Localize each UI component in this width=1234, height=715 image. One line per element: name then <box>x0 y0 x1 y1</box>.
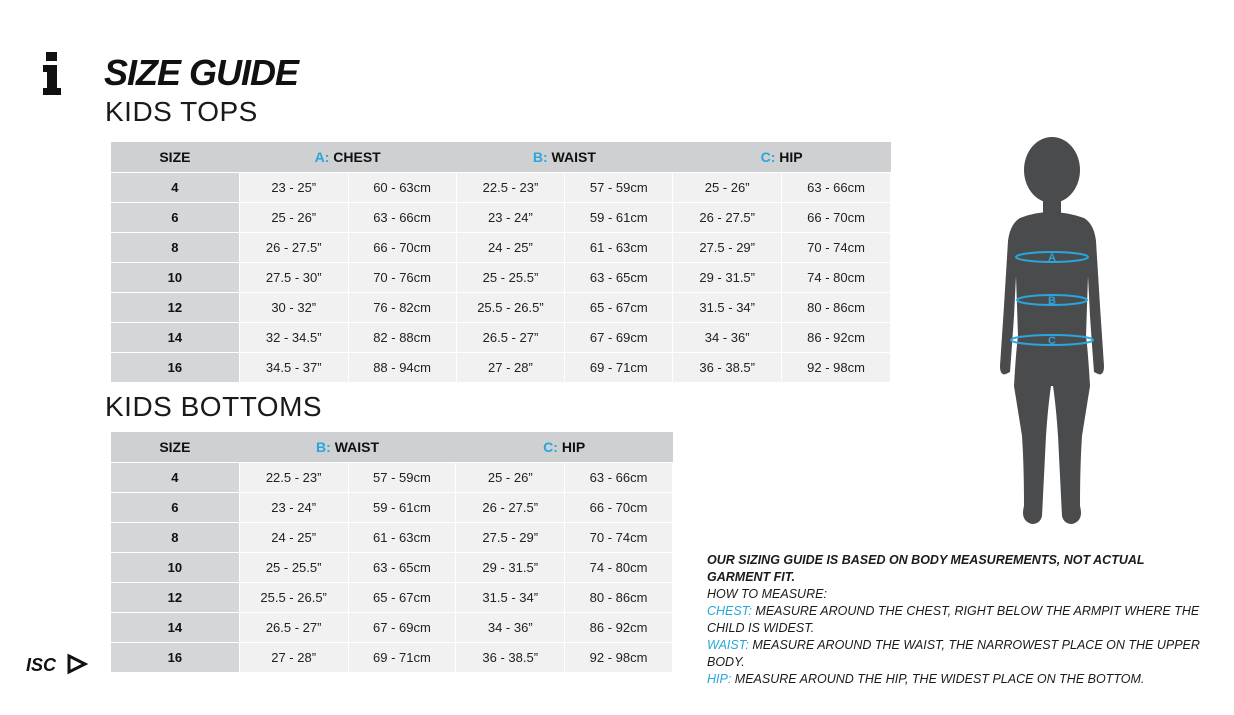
bottoms-value-cell: 80 - 86cm <box>565 583 673 613</box>
bottoms-value-cell: 61 - 63cm <box>348 523 456 553</box>
tops-size-cell: 6 <box>111 203 240 233</box>
tops-value-cell: 66 - 70cm <box>782 203 891 233</box>
bottoms-value-cell: 26.5 - 27” <box>239 613 348 643</box>
bottoms-value-cell: 27.5 - 29” <box>456 523 565 553</box>
bottoms-size-cell: 10 <box>111 553 240 583</box>
tops-value-cell: 76 - 82cm <box>348 293 456 323</box>
tops-value-cell: 59 - 61cm <box>565 203 673 233</box>
tops-section-title: KIDS TOPS <box>105 96 258 127</box>
tops-value-cell: 57 - 59cm <box>565 173 673 203</box>
body-measurement-figure <box>990 136 1110 531</box>
bottoms-value-cell: 31.5 - 34” <box>456 583 565 613</box>
notes-lead: OUR SIZING GUIDE IS BASED ON BODY MEASUREMENTS, NOT ACTUAL GARMENT FIT. <box>707 553 1145 584</box>
bottoms-value-cell: 27 - 28” <box>239 643 348 673</box>
bottoms-value-cell: 67 - 69cm <box>348 613 456 643</box>
tops-hip-header: C: HIP <box>673 142 891 173</box>
tops-value-cell: 60 - 63cm <box>348 173 456 203</box>
bottoms-value-cell: 24 - 25” <box>239 523 348 553</box>
bottoms-value-cell: 59 - 61cm <box>348 493 456 523</box>
tops-row <box>111 203 891 233</box>
tops-value-cell: 26 - 27.5” <box>673 203 782 233</box>
bottoms-size-cell: 14 <box>111 613 240 643</box>
bottoms-size-cell: 8 <box>111 523 240 553</box>
bottoms-value-cell: 34 - 36” <box>456 613 565 643</box>
bottoms-value-cell: 25 - 26” <box>456 463 565 493</box>
bottoms-value-cell: 26 - 27.5” <box>456 493 565 523</box>
tops-chest-header: A: CHEST <box>239 142 456 173</box>
bottoms-value-cell: 22.5 - 23” <box>239 463 348 493</box>
tops-row <box>111 323 891 353</box>
tops-size-cell: 8 <box>111 233 240 263</box>
bottoms-value-cell: 65 - 67cm <box>348 583 456 613</box>
notes-hip: HIP: MEASURE AROUND THE HIP, THE WIDEST PLACE ON THE BOTTOM. <box>707 672 1145 686</box>
isc-logo <box>26 652 90 678</box>
bottoms-size-cell: 12 <box>111 583 240 613</box>
tops-value-cell: 88 - 94cm <box>348 353 456 383</box>
tops-row <box>111 353 891 383</box>
tops-value-cell: 36 - 38.5” <box>673 353 782 383</box>
tops-value-cell: 92 - 98cm <box>782 353 891 383</box>
bottoms-row <box>111 493 673 523</box>
tops-value-cell: 32 - 34.5” <box>239 323 348 353</box>
measurement-notes <box>707 552 1207 688</box>
tops-value-cell: 25 - 26” <box>239 203 348 233</box>
tops-size-cell: 14 <box>111 323 240 353</box>
tops-row <box>111 233 891 263</box>
tops-value-cell: 23 - 24” <box>456 203 565 233</box>
info-icon <box>42 52 62 96</box>
label-c: C <box>1048 335 1056 347</box>
bottoms-value-cell: 57 - 59cm <box>348 463 456 493</box>
bottoms-value-cell: 66 - 70cm <box>565 493 673 523</box>
bottoms-size-cell: 6 <box>111 493 240 523</box>
tops-waist-header: B: WAIST <box>456 142 673 173</box>
tops-value-cell: 65 - 67cm <box>565 293 673 323</box>
bottoms-value-cell: 69 - 71cm <box>348 643 456 673</box>
tops-value-cell: 27.5 - 30” <box>239 263 348 293</box>
bottoms-value-cell: 63 - 65cm <box>348 553 456 583</box>
tops-value-cell: 82 - 88cm <box>348 323 456 353</box>
notes-how: HOW TO MEASURE: <box>707 587 827 601</box>
bottoms-value-cell: 92 - 98cm <box>565 643 673 673</box>
bottoms-row <box>111 553 673 583</box>
tops-value-cell: 25 - 25.5” <box>456 263 565 293</box>
page-title: SIZE GUIDE <box>104 52 299 93</box>
bottoms-value-cell: 63 - 66cm <box>565 463 673 493</box>
tops-value-cell: 61 - 63cm <box>565 233 673 263</box>
tops-value-cell: 34.5 - 37” <box>239 353 348 383</box>
tops-value-cell: 74 - 80cm <box>782 263 891 293</box>
svg-text:ISC: ISC <box>26 655 57 675</box>
notes-waist: WAIST: MEASURE AROUND THE WAIST, THE NARROWEST PLACE ON THE UPPER BODY. <box>707 638 1200 669</box>
tops-size-cell: 16 <box>111 353 240 383</box>
bottoms-row <box>111 643 673 673</box>
bottoms-row <box>111 463 673 493</box>
tops-value-cell: 34 - 36” <box>673 323 782 353</box>
notes-chest: CHEST: MEASURE AROUND THE CHEST, RIGHT BELOW THE ARMPIT WHERE THE CHILD IS WIDEST. <box>707 604 1200 635</box>
tops-value-cell: 29 - 31.5” <box>673 263 782 293</box>
bottoms-size-table <box>110 432 673 673</box>
bottoms-value-cell: 36 - 38.5” <box>456 643 565 673</box>
tops-value-cell: 31.5 - 34” <box>673 293 782 323</box>
bottoms-size-header: SIZE <box>111 432 240 463</box>
bottoms-row <box>111 583 673 613</box>
bottoms-header-row <box>111 432 673 463</box>
tops-row <box>111 263 891 293</box>
tops-size-header: SIZE <box>111 142 240 173</box>
tops-value-cell: 23 - 25” <box>239 173 348 203</box>
tops-value-cell: 63 - 66cm <box>348 203 456 233</box>
bottoms-value-cell: 70 - 74cm <box>565 523 673 553</box>
tops-header-row <box>111 142 891 173</box>
tops-value-cell: 63 - 66cm <box>782 173 891 203</box>
bottoms-value-cell: 23 - 24” <box>239 493 348 523</box>
bottoms-value-cell: 86 - 92cm <box>565 613 673 643</box>
tops-row <box>111 173 891 203</box>
tops-value-cell: 80 - 86cm <box>782 293 891 323</box>
label-b: B <box>1048 295 1056 307</box>
tops-value-cell: 25 - 26” <box>673 173 782 203</box>
bottoms-size-cell: 16 <box>111 643 240 673</box>
tops-value-cell: 70 - 74cm <box>782 233 891 263</box>
bottoms-row <box>111 613 673 643</box>
tops-value-cell: 25.5 - 26.5” <box>456 293 565 323</box>
tops-value-cell: 27.5 - 29” <box>673 233 782 263</box>
bottoms-size-cell: 4 <box>111 463 240 493</box>
bottoms-value-cell: 25.5 - 26.5” <box>239 583 348 613</box>
tops-size-table <box>110 142 891 383</box>
tops-size-cell: 12 <box>111 293 240 323</box>
bottoms-value-cell: 29 - 31.5” <box>456 553 565 583</box>
bottoms-section-title: KIDS BOTTOMS <box>105 391 323 422</box>
bottoms-value-cell: 25 - 25.5” <box>239 553 348 583</box>
tops-value-cell: 63 - 65cm <box>565 263 673 293</box>
tops-value-cell: 30 - 32” <box>239 293 348 323</box>
label-a: A <box>1048 252 1056 264</box>
bottoms-row <box>111 523 673 553</box>
tops-size-cell: 10 <box>111 263 240 293</box>
tops-value-cell: 86 - 92cm <box>782 323 891 353</box>
tops-value-cell: 24 - 25” <box>456 233 565 263</box>
tops-value-cell: 27 - 28” <box>456 353 565 383</box>
tops-value-cell: 26 - 27.5” <box>239 233 348 263</box>
tops-value-cell: 22.5 - 23” <box>456 173 565 203</box>
bottoms-hip-header: C: HIP <box>456 432 673 463</box>
tops-value-cell: 67 - 69cm <box>565 323 673 353</box>
tops-size-cell: 4 <box>111 173 240 203</box>
tops-value-cell: 69 - 71cm <box>565 353 673 383</box>
tops-value-cell: 26.5 - 27” <box>456 323 565 353</box>
tops-value-cell: 70 - 76cm <box>348 263 456 293</box>
bottoms-value-cell: 74 - 80cm <box>565 553 673 583</box>
tops-value-cell: 66 - 70cm <box>348 233 456 263</box>
tops-row <box>111 293 891 323</box>
bottoms-waist-header: B: WAIST <box>239 432 456 463</box>
